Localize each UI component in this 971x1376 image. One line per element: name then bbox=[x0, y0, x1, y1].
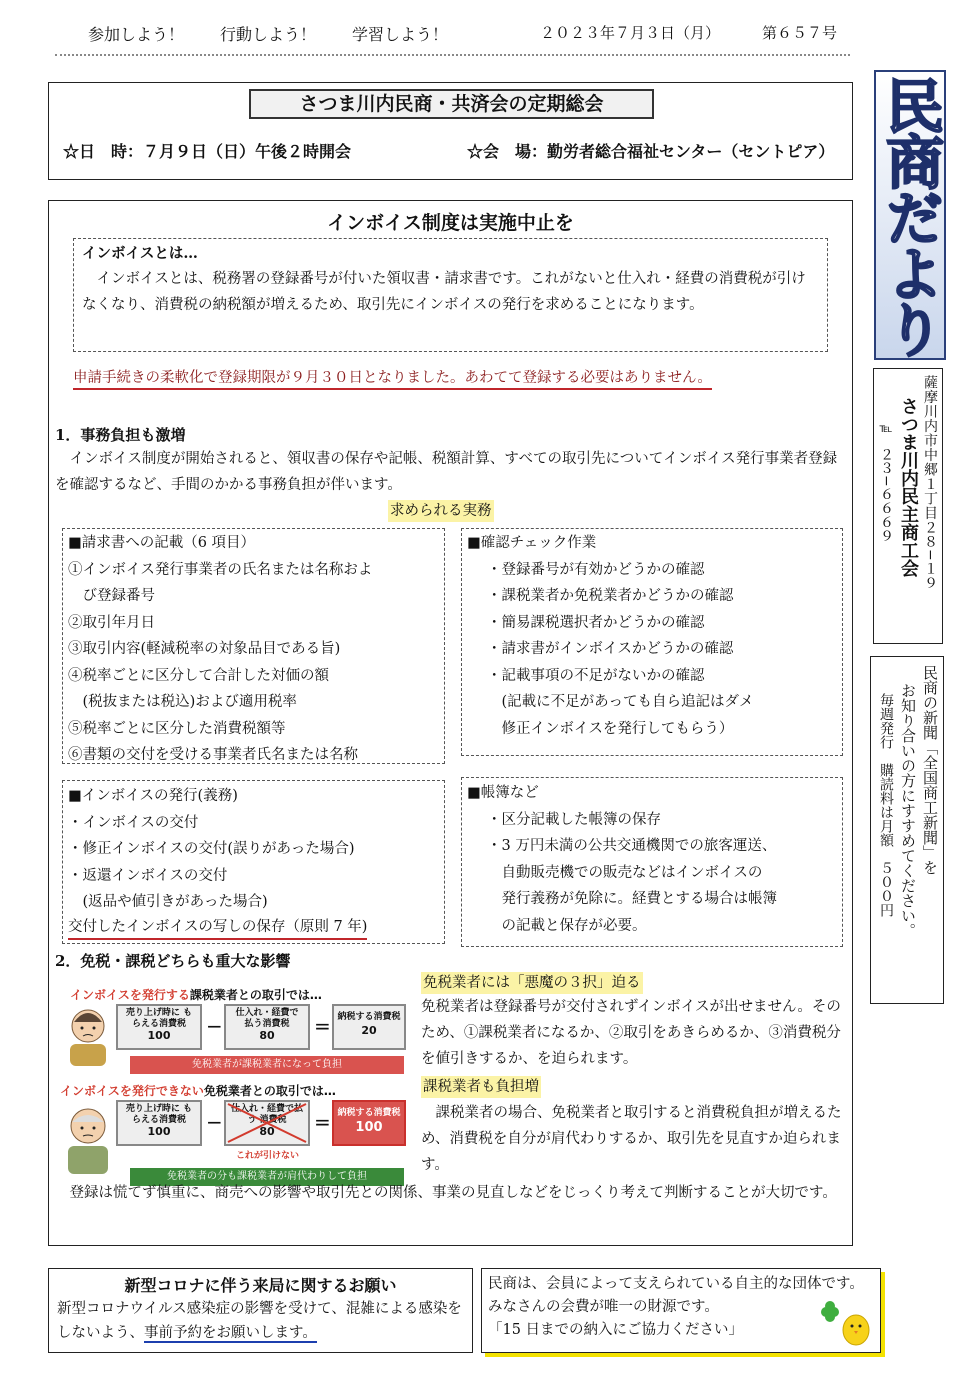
list-item: 修正インボイスを発行してもらう） bbox=[487, 720, 734, 737]
invoice-items-box bbox=[62, 528, 445, 764]
ad-line-1: 民商の新聞「全国商工新聞」を bbox=[921, 665, 939, 875]
header-issue: 第６５７号 bbox=[762, 24, 838, 42]
list-item: ⑥書類の交付を受ける事業者氏名または名称 bbox=[68, 747, 358, 763]
card-label: 売り上げ時に もらえる消費税 bbox=[125, 1104, 193, 1125]
illus-card-1 bbox=[116, 1004, 202, 1050]
illus-card-3 bbox=[332, 1004, 406, 1050]
article-title: インボイス制度は実施中止を bbox=[327, 212, 574, 234]
definition-box bbox=[73, 238, 828, 352]
list-item: ・請求書がインボイスかどうかの確認 bbox=[487, 641, 734, 657]
dues-quote: 「15 日までの納入にご協力ください」 bbox=[488, 1322, 744, 1338]
meeting-notice bbox=[48, 82, 853, 180]
card-value: 20 bbox=[361, 1024, 377, 1037]
list-item: (税抜または税込)および適用税率 bbox=[68, 694, 297, 710]
card-value: 100 bbox=[355, 1120, 383, 1135]
list-item: の記載と保存が必要。 bbox=[487, 917, 647, 934]
header-slogan-2: 行動しよう！ bbox=[220, 25, 317, 44]
illus-title-1b: 課税業者との取引では… bbox=[189, 988, 322, 1002]
illus-title-2a: インボイスを発行できない bbox=[60, 1084, 204, 1098]
header-slogan-1: 参加しよう！ bbox=[88, 25, 185, 44]
definition-body: インボイスとは、税務署の登録番号が付いた領収書・請求書です。これがないと仕入れ・経費の消費税が引けなくなり、消費税の納税額が増えるため、取引先にインボイスの発行を求めることになります。 bbox=[82, 271, 806, 313]
list-item: 自動販売機での販売などはインボイスの bbox=[487, 864, 763, 881]
list-item: ・記載事項の不足がないかの確認 bbox=[487, 667, 705, 684]
card-label: 納税する消費税 bbox=[337, 1012, 401, 1022]
box1-head: ■請求書への記載（6 項目） bbox=[68, 535, 256, 551]
ad-line-3: 毎週発行 購読料は月額 ５００円 bbox=[878, 693, 894, 917]
illus-card-5 bbox=[224, 1100, 310, 1146]
org-tel-label: ℡ bbox=[879, 421, 893, 435]
illus-title-2 bbox=[60, 1082, 336, 1099]
meeting-datetime: ☆日 時：７月９日（日）午後２時開会 bbox=[63, 142, 352, 161]
list-item: ④税率ごとに区分して合計した対価の額 bbox=[68, 667, 329, 684]
corona-body bbox=[57, 1297, 464, 1345]
list-item: (返品や値引きがあった場合) bbox=[68, 894, 268, 910]
card-value: 80 bbox=[259, 1029, 275, 1042]
section2-heading: 2．免税・課税どちらも重大な影響 bbox=[55, 952, 291, 970]
masthead-title-box bbox=[874, 70, 946, 360]
closing-text: 登録は慌てず慎重に、商売への影響や取引先との関係、事業の見直しなどをじっくり考えて判断することが大切です。 bbox=[55, 1185, 837, 1201]
header-date: ２０２３年７月３日（月） bbox=[540, 24, 721, 42]
org-name: さつま川内民主商工会 bbox=[898, 397, 919, 577]
list-item: ⑤税率ごとに区分した消費税額等 bbox=[68, 720, 286, 737]
list-item: ・簡易課税選択者かどうかの確認 bbox=[487, 614, 705, 631]
box4-head: ■帳簿など bbox=[467, 785, 539, 801]
check-tasks-box bbox=[461, 528, 843, 756]
illus-card-2 bbox=[224, 1004, 310, 1050]
required-tasks-label: 求められる実務 bbox=[388, 500, 494, 522]
dues-body: 民商は、会員によって支えられている自主的な団体です。みなさんの会費が唯一の財源です。 bbox=[488, 1276, 864, 1315]
list-item: ①インボイス発行事業者の氏名または名称およ bbox=[68, 561, 373, 578]
meeting-venue: ☆会 場：勤労者総合福祉センター（セントピア） bbox=[467, 142, 835, 161]
ad-line-2: お知り合いの方にすすめてください。 bbox=[899, 683, 917, 938]
newspaper-ad bbox=[870, 656, 944, 1004]
decorative-divider bbox=[55, 54, 850, 56]
illus-card-6 bbox=[332, 1100, 406, 1146]
elderly-person-icon bbox=[62, 1098, 114, 1174]
equals-sign: = bbox=[314, 1014, 331, 1038]
list-item: ・修正インボイスの交付(誤りがあった場合) bbox=[68, 841, 355, 857]
card-label: 売り上げ時に もらえる消費税 bbox=[125, 1008, 193, 1029]
card-value: 80 bbox=[259, 1125, 275, 1138]
list-item: ・3 万円未満の公共交通機関での旅客運送、 bbox=[487, 838, 777, 854]
box2-head: ■確認チェック作業 bbox=[467, 535, 597, 551]
tax-illustration bbox=[60, 986, 408, 1192]
card-label: 仕入れ・経費で 払う消費税 bbox=[235, 1008, 299, 1029]
ledger-box bbox=[461, 777, 843, 947]
definition-head: インボイスとは… bbox=[82, 245, 198, 262]
section1-body: インボイス制度が開始されると、領収書の保存や記帳、税額計算、すべての取引先についてインボイス発行事業者登録を確認するなど、手間のかかる事務負担が伴います。 bbox=[55, 451, 838, 493]
corona-notice bbox=[48, 1268, 473, 1353]
dues-notice bbox=[481, 1268, 881, 1353]
list-item: 発行義務が免除に。経費とする場合は帳簿 bbox=[487, 891, 777, 907]
org-tel: ２３−６６６９ bbox=[878, 447, 894, 543]
list-item: ・区分記載した帳簿の保存 bbox=[487, 811, 661, 828]
list-item: ・返還インボイスの交付 bbox=[68, 867, 228, 884]
corona-title: 新型コロナに伴う来局に関するお願い bbox=[124, 1276, 397, 1295]
cross-out-icon bbox=[226, 1102, 308, 1144]
section1-heading: 1．事務負担も激増 bbox=[55, 426, 186, 444]
list-item: ③取引内容(軽減税率の対象品目である旨) bbox=[68, 641, 341, 657]
ribbon-2: 免税業者の分も課税業者が肩代わりして負担 bbox=[130, 1168, 404, 1186]
minus-sign: − bbox=[206, 1110, 223, 1134]
list-item: ・登録番号が有効かどうかの確認 bbox=[487, 561, 705, 578]
sub2-heading: 課税業者も負担増 bbox=[421, 1076, 541, 1098]
reservation-request: 事前予約をお願いします。 bbox=[144, 1325, 317, 1341]
card-value: 100 bbox=[147, 1029, 171, 1042]
clover-chick-icon bbox=[818, 1300, 874, 1348]
equals-sign: = bbox=[314, 1110, 331, 1134]
retention-note: 交付したインボイスの写しの保存（原則 7 年) bbox=[68, 916, 367, 940]
masthead-title: 民商だより bbox=[876, 76, 944, 356]
worried-person-icon bbox=[62, 1000, 114, 1066]
illus-card-4 bbox=[116, 1100, 202, 1146]
no-deduct-label: これが引けない bbox=[236, 1151, 300, 1161]
card-value: 100 bbox=[147, 1125, 171, 1138]
list-item: ・課税業者か免税業者かどうかの確認 bbox=[487, 588, 734, 604]
illus-title-1a: インボイスを発行する bbox=[70, 988, 190, 1002]
card-label: 仕入れ・経費で払う 消費税 bbox=[230, 1104, 303, 1125]
list-item: び登録番号 bbox=[68, 588, 155, 604]
list-item: (記載に不足があっても自ら追記はダメ bbox=[487, 694, 754, 710]
org-address: 薩摩川内市中郷１丁目２８−１９ bbox=[922, 375, 938, 591]
card-label: 納税する消費税 bbox=[337, 1108, 401, 1118]
meeting-title: さつま川内民商・共済会の定期総会 bbox=[249, 89, 654, 119]
address-box bbox=[873, 368, 943, 644]
sub1-body: 免税業者は登録番号が交付されずインボイスが出せません。そのため、①課税業者になるか、②取引をあきらめるか、③消費税分を値引きするか、を迫られます。 bbox=[421, 999, 841, 1067]
ribbon-1: 免税業者が課税業者になって負担 bbox=[130, 1056, 404, 1074]
minus-sign: − bbox=[206, 1014, 223, 1038]
list-item: ②取引年月日 bbox=[68, 614, 155, 631]
invoice-issuance-box bbox=[62, 780, 445, 944]
deadline-notice: 申請手続きの柔軟化で登録期限が９月３０日となりました。あわてて登録する必要はありません。 bbox=[73, 368, 712, 390]
sub2-body: 課税業者の場合、免税業者と取引すると消費税負担が増えるため、消費税を自分が肩代わりするか、取引先を見直すか迫られます。 bbox=[421, 1105, 842, 1173]
sub1-heading: 免税業者には「悪魔の３択」迫る bbox=[421, 972, 643, 994]
list-item: ・インボイスの交付 bbox=[68, 814, 199, 831]
header-slogan-3: 学習しよう！ bbox=[352, 25, 449, 44]
corona-text: 新型コロナウイルス感染症の影響を受けて、混雑による感染をしないよう、 bbox=[57, 1301, 462, 1341]
illus-title-2b: 免税業者との取引では… bbox=[203, 1084, 336, 1098]
box3-head: ■インボイスの発行(義務) bbox=[68, 788, 238, 804]
